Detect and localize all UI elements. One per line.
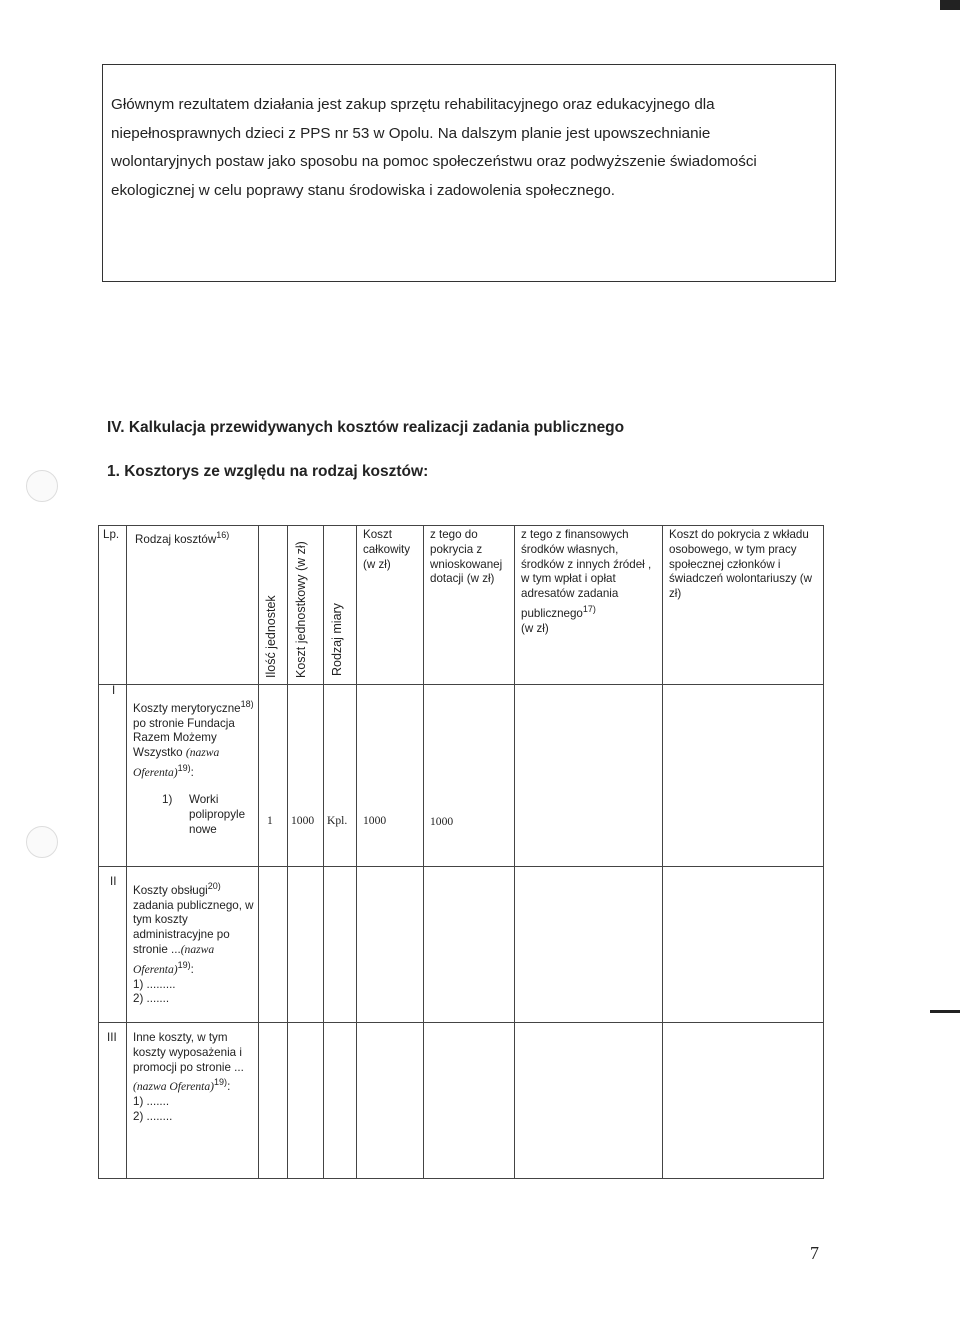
col-divider-miara xyxy=(356,525,357,1179)
col-divider-koszt-jedn xyxy=(323,525,324,1179)
row-2-rodzaj: Koszty obsługi$^{20)}$ zadania publicznego, w tym koszty administracyjne po stronie ...(nazwa Oferenta)$^{19)}$: 1) ......... 2) ....... xyxy=(133,881,254,1006)
header-finansowe: z tego z finansowych środków własnych, środków z innych źródeł , w tym wpłat i opłat adresatów zadania publicznego$^{17)}$ (w zł) xyxy=(521,528,652,635)
header-miara: Rodzaj miary xyxy=(330,603,344,676)
table-row-divider-2 xyxy=(98,1022,824,1023)
header-wklad: Koszt do pokrycia z wkładu osobowego, w tym pracy społecznej członków i świadczeń wolontariuszy (w zł) xyxy=(669,528,813,601)
header-dotacja: z tego do pokrycia z wnioskowanej dotacji (w zł) xyxy=(430,528,503,586)
table-header-bottom xyxy=(98,684,824,685)
row-2-lp: II xyxy=(110,875,117,888)
row-1-rodzaj: Koszty merytoryczne$^{18)}$ po stronie Fundacja Razem Możemy Wszystko (nazwa Oferenta)$^{19)}$: xyxy=(133,699,254,779)
table-row-divider-1 xyxy=(98,866,824,867)
row-1-dotacja: 1000 xyxy=(430,815,454,828)
col-divider-lp xyxy=(126,525,127,1179)
col-divider-finansowe xyxy=(662,525,663,1179)
row-1-calkowity: 1000 xyxy=(363,814,387,827)
row-1-koszt-jedn: 1000 xyxy=(291,814,315,827)
header-ilosc: Ilość jednostek xyxy=(264,595,278,678)
table-border-left xyxy=(98,525,99,1179)
section-subtitle: 1. Kosztorys ze względu na rodzaj kosztów: xyxy=(107,463,429,480)
col-divider-calkowity xyxy=(423,525,424,1179)
section-title: IV. Kalkulacja przewidywanych kosztów realizacji zadania publicznego xyxy=(107,419,625,436)
col-divider-rodzaj xyxy=(258,525,259,1179)
row-1-lp: I xyxy=(112,684,116,697)
header-lp: Lp. xyxy=(103,528,120,541)
table-border-bottom xyxy=(98,1178,824,1179)
row-3-lp: III xyxy=(107,1031,117,1044)
header-rodzaj: Rodzaj kosztów$^{16)}$ xyxy=(135,530,230,546)
row-1-miara: Kpl. xyxy=(327,814,348,827)
row-3-rodzaj: Inne koszty, w tym koszty wyposażenia i promocji po stronie ... (nazwa Oferenta)$^{19)}$: 1) ....... 2) ........ xyxy=(133,1031,244,1123)
col-divider-dotacja xyxy=(514,525,515,1179)
row-1-ilosc: 1 xyxy=(267,814,273,827)
result-text: Głównym rezultatem działania jest zakup sprzętu rehabilitacyjnego oraz edukacyjnego dla niepełnosprawnych dzieci z PPS nr 53 w Opolu. Na dalszym planie jest upowszechnianie wolontaryjnych postaw jako sposobu na pomoc społeczeństwu oraz podwyższenie świadomości ekologicznej w celu poprawy stanu środowiska i zadowolenia społecznego. xyxy=(111,96,757,199)
table-border-top xyxy=(98,525,824,526)
row-1-item: Worki polipropyle nowe xyxy=(189,793,246,836)
table-border-right xyxy=(823,525,824,1179)
page-number: 7 xyxy=(810,1243,819,1263)
col-divider-ilosc xyxy=(287,525,288,1179)
header-calkowity: Koszt całkowity (w zł) xyxy=(363,528,411,571)
header-koszt-jedn: Koszt jednostkowy (w zł) xyxy=(294,541,308,678)
row-1-item-number: 1) xyxy=(162,793,173,806)
